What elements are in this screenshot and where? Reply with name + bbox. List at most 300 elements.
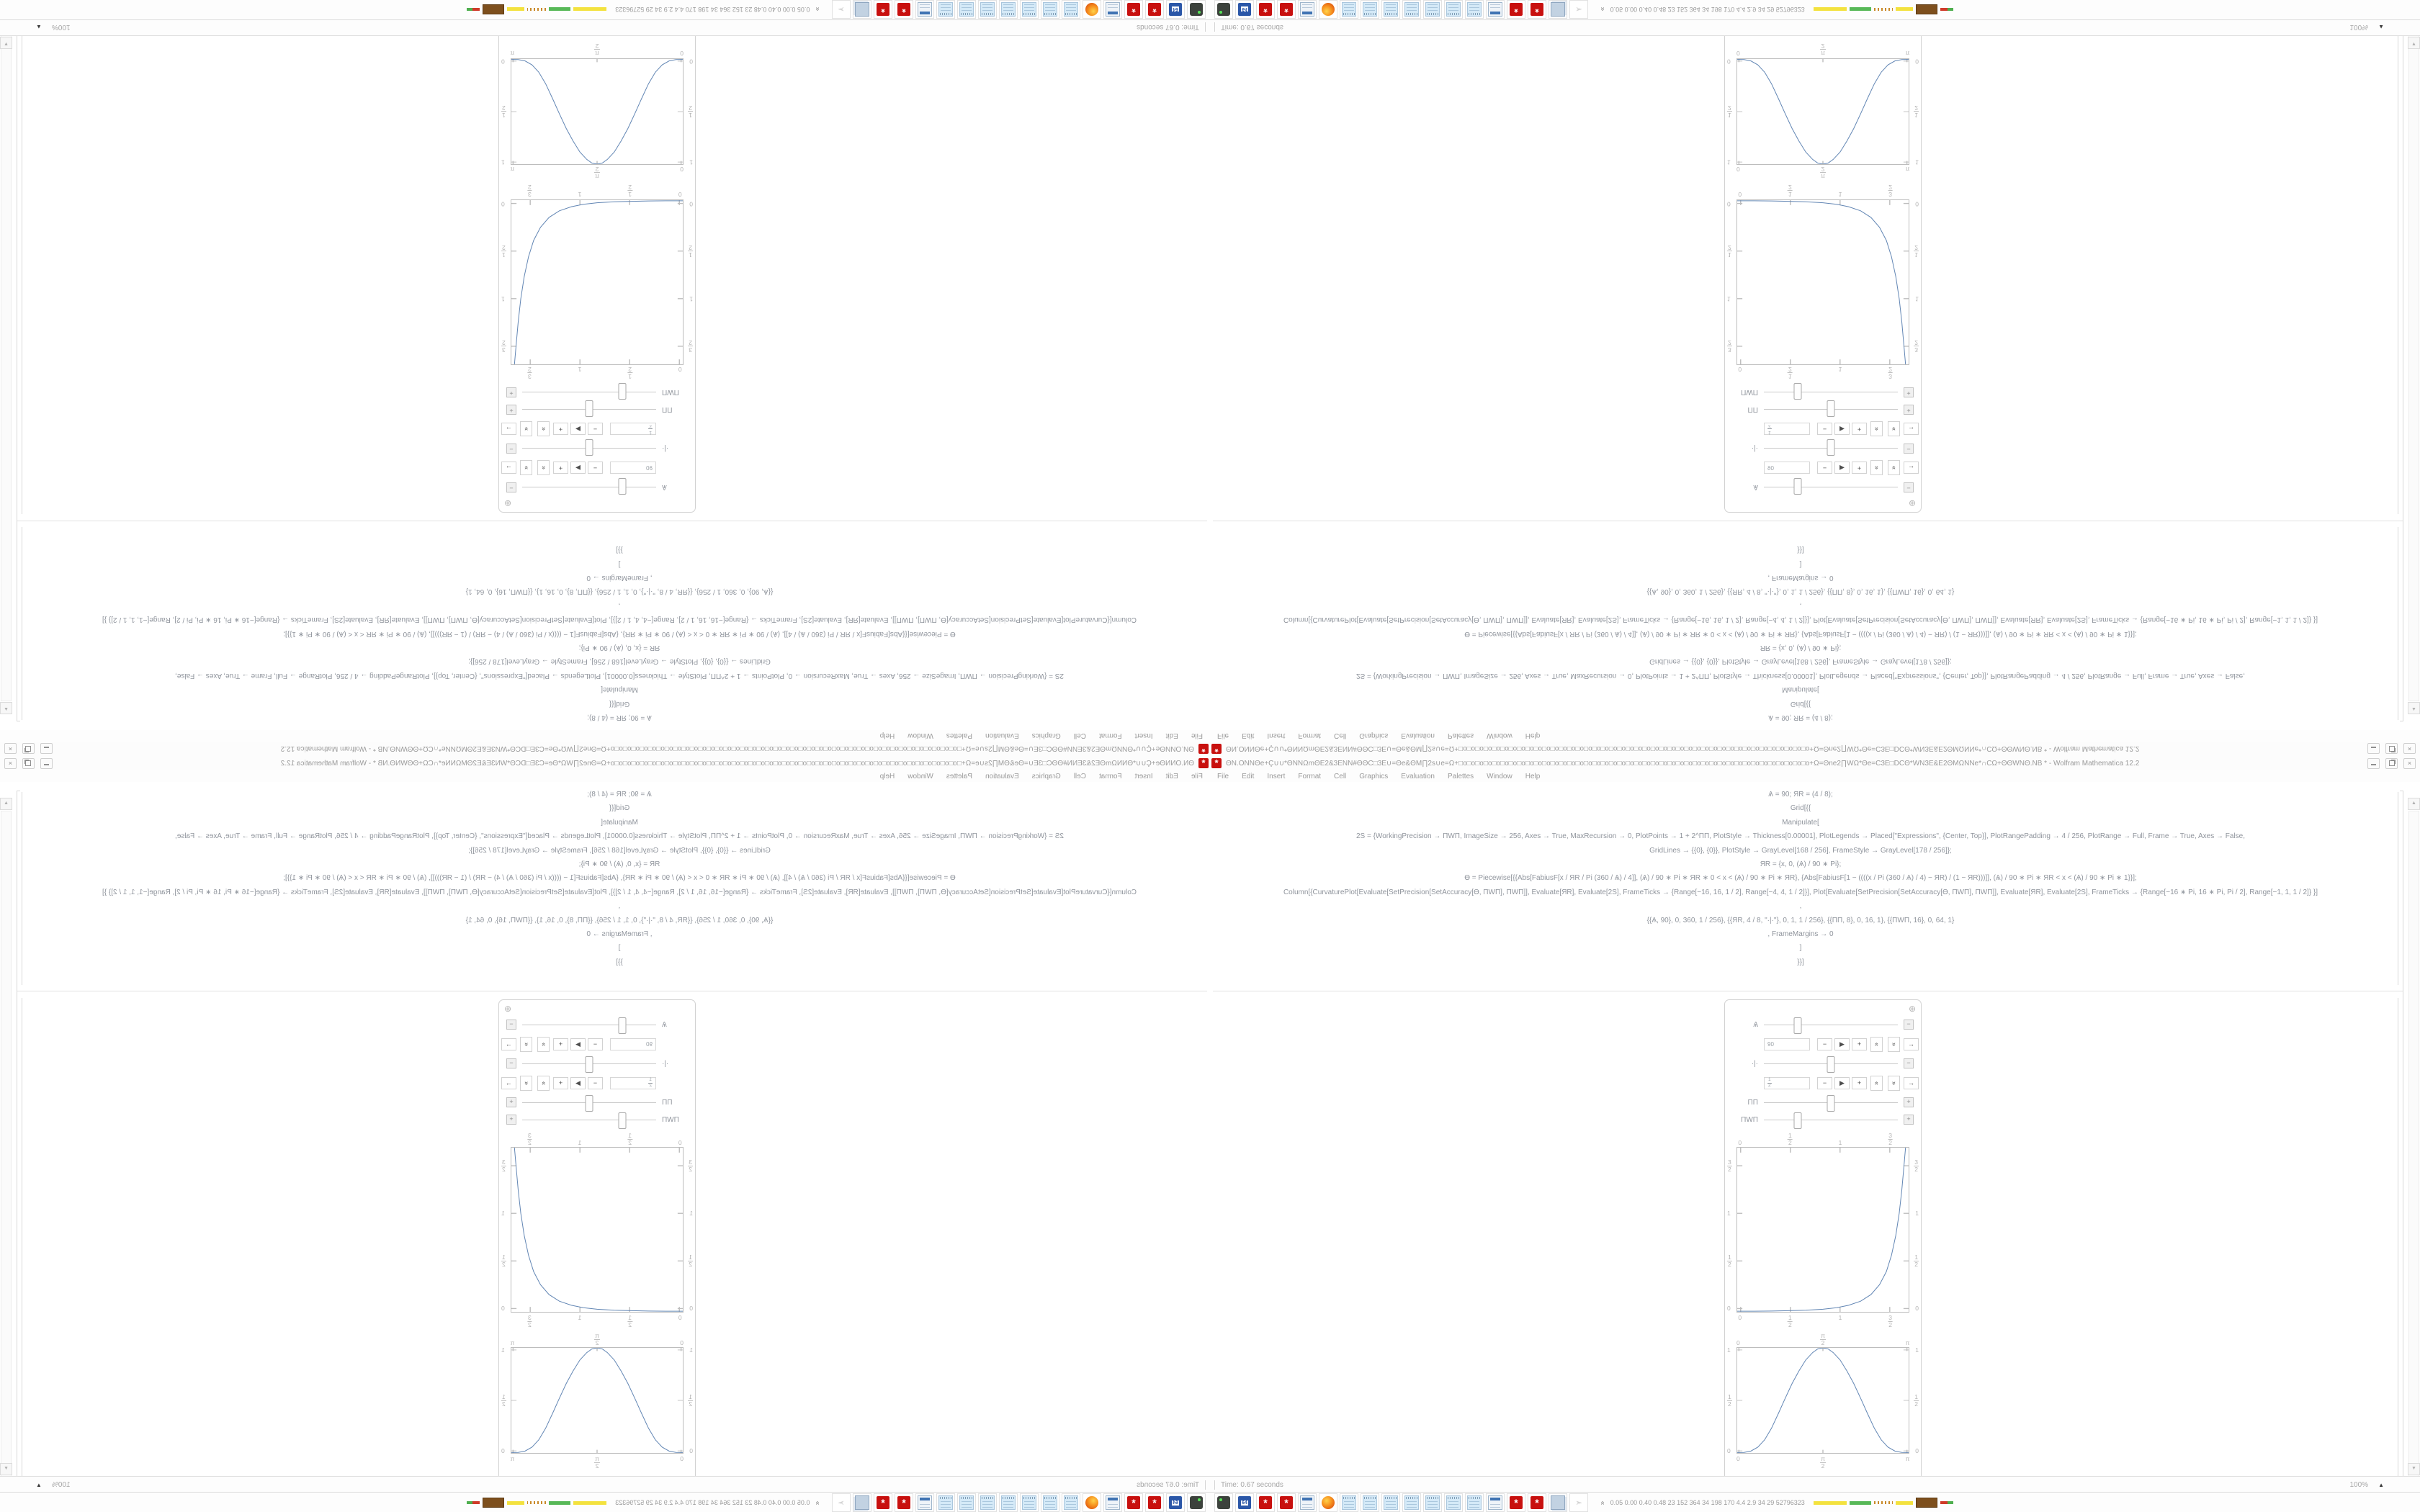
menu-file[interactable]: File <box>1191 772 1203 780</box>
tick-label: 0 <box>1738 191 1742 198</box>
slider-row-r <box>506 1055 691 1072</box>
slower-button[interactable]: » <box>1888 422 1900 437</box>
vertical-scrollbar[interactable] <box>1 811 12 1477</box>
expand-toggle[interactable]: + <box>1904 1115 1914 1125</box>
magnification-control[interactable] <box>36 1481 71 1489</box>
mathematica-launcher[interactable] <box>1124 1493 1143 1512</box>
expand-toggle[interactable]: + <box>506 1115 516 1125</box>
slider-thumb[interactable] <box>1827 440 1835 456</box>
menu-edit[interactable]: Edit <box>1165 732 1178 740</box>
notepad-launcher[interactable] <box>1465 1493 1484 1512</box>
value-field-r[interactable] <box>610 1077 656 1089</box>
slider-track-r[interactable] <box>522 1063 656 1064</box>
slider-thumb[interactable] <box>619 479 627 495</box>
slider-track-a[interactable] <box>522 487 656 488</box>
decrement-button[interactable]: − <box>1817 1038 1832 1050</box>
code-line: , <box>1799 902 1802 911</box>
close-button[interactable]: × <box>2403 758 2416 769</box>
manipulate-options-icon[interactable]: ⊕ <box>1908 1004 1916 1014</box>
status-bar <box>0 19 1210 36</box>
decrement-button[interactable]: − <box>588 1077 603 1089</box>
slider-thumb[interactable] <box>1827 1056 1835 1073</box>
status-bar <box>1210 1476 2420 1493</box>
scroll-down-arrow[interactable]: ▼ <box>2408 1463 2420 1475</box>
menu-edit[interactable]: Edit <box>1165 772 1178 780</box>
increment-button[interactable]: + <box>553 462 568 474</box>
increment-button[interactable]: + <box>1852 462 1867 474</box>
status-divider <box>1205 1480 1206 1490</box>
notepad-launcher[interactable] <box>978 0 997 19</box>
scroll-down-arrow[interactable]: ▼ <box>0 37 12 49</box>
expand-chevron-icon[interactable]: » <box>813 1500 822 1505</box>
tick-numerator: 1 <box>689 1254 692 1261</box>
scroll-up-arrow[interactable]: ▲ <box>2408 798 2420 810</box>
menu-edit[interactable]: Edit <box>1242 732 1255 740</box>
notepad-launcher[interactable] <box>1423 1493 1442 1512</box>
slower-button[interactable]: » <box>1888 1076 1900 1091</box>
menu-window[interactable]: Window <box>908 732 933 740</box>
print-queue-icon <box>1551 2 1565 17</box>
calculator-launcher[interactable] <box>1486 0 1505 19</box>
slower-button[interactable]: » <box>520 461 532 476</box>
notepad-launcher[interactable] <box>1041 1493 1059 1512</box>
menu-graphics[interactable]: Graphics <box>1359 732 1389 740</box>
notepad-launcher[interactable] <box>1361 1493 1379 1512</box>
notepad-launcher[interactable] <box>1465 0 1484 19</box>
slower-button[interactable]: » <box>1888 1037 1900 1052</box>
mathematica-launcher[interactable] <box>1256 0 1275 19</box>
forward-button[interactable]: → <box>1904 1077 1919 1089</box>
stepper-buttons <box>1817 1038 1919 1050</box>
notepad-launcher[interactable] <box>1444 1493 1463 1512</box>
expand-toggle[interactable]: + <box>1904 387 1914 397</box>
mathematica-launcher[interactable] <box>874 0 892 19</box>
code-line: Grid[{{ <box>1790 699 1811 708</box>
slider-thumb[interactable] <box>1827 1095 1835 1112</box>
play-button[interactable]: ▶ <box>1834 423 1850 436</box>
menu-cell[interactable]: Cell <box>1073 732 1086 740</box>
menu-evaluation[interactable]: Evaluation <box>985 732 1019 740</box>
mathematica-launcher[interactable] <box>1145 0 1164 19</box>
menu-format[interactable]: Format <box>1098 772 1122 780</box>
faster-button[interactable]: « <box>1870 422 1883 437</box>
code-cell[interactable] <box>29 543 1210 724</box>
faster-button[interactable]: « <box>1870 1076 1883 1091</box>
expand-chevron-icon[interactable]: » <box>813 7 822 12</box>
play-button[interactable]: ▶ <box>1834 462 1850 474</box>
menu-window[interactable]: Window <box>908 772 933 780</box>
menu-evaluation[interactable]: Evaluation <box>1401 732 1435 740</box>
calculator-launcher[interactable] <box>1103 0 1122 19</box>
system-monitor <box>615 1499 820 1507</box>
pointer-disabled-launcher[interactable] <box>832 0 851 19</box>
firefox-launcher[interactable] <box>1083 0 1101 19</box>
expand-toggle[interactable]: + <box>506 1097 516 1107</box>
notepad-icon <box>1043 1495 1057 1510</box>
menu-window[interactable]: Window <box>1487 772 1512 780</box>
forward-button[interactable]: → <box>501 1077 516 1089</box>
menu-insert[interactable]: Insert <box>1267 772 1286 780</box>
slider-thumb[interactable] <box>619 384 627 400</box>
restore-button[interactable] <box>2385 744 2398 755</box>
vertical-scrollbar[interactable] <box>2408 35 2419 701</box>
menu-evaluation[interactable]: Evaluation <box>985 772 1019 780</box>
calculator-launcher[interactable] <box>1298 1493 1317 1512</box>
manipulate-panel <box>498 32 696 513</box>
notepad-launcher[interactable] <box>1423 0 1442 19</box>
decrement-button[interactable]: − <box>588 1038 603 1050</box>
mathematica-launcher[interactable] <box>1277 1493 1296 1512</box>
value-field-a[interactable]: 90 <box>1764 1038 1810 1050</box>
curvature-plot <box>501 184 693 381</box>
slider-thumb[interactable] <box>1793 479 1801 495</box>
expand-toggle[interactable]: + <box>506 387 516 397</box>
decrement-button[interactable]: − <box>588 462 603 474</box>
notepad-launcher[interactable] <box>1020 1493 1039 1512</box>
faster-button[interactable]: « <box>537 1037 550 1052</box>
restore-button[interactable] <box>22 744 35 755</box>
capture-tool-launcher[interactable] <box>1187 1493 1206 1512</box>
close-button[interactable]: × <box>4 744 17 755</box>
notepad-launcher[interactable] <box>1402 0 1421 19</box>
menu-cell[interactable]: Cell <box>1334 772 1347 780</box>
tick-denominator: 2 <box>502 339 506 347</box>
slider-label: ΠWΠ <box>662 388 679 397</box>
stepper-buttons <box>1817 462 1919 474</box>
capture-tool-launcher[interactable] <box>1187 0 1206 19</box>
menu-palettes[interactable]: Palettes <box>1448 732 1474 740</box>
decrement-button[interactable]: − <box>588 423 603 436</box>
increment-button[interactable]: + <box>553 1038 568 1050</box>
mathematica-launcher[interactable] <box>1528 1493 1546 1512</box>
collapse-toggle[interactable]: − <box>506 444 516 454</box>
slider-track-pwp[interactable] <box>522 392 656 393</box>
notepad-launcher[interactable] <box>999 0 1018 19</box>
value-field-a[interactable]: 90 <box>1764 462 1810 474</box>
notepad-launcher[interactable] <box>1340 1493 1358 1512</box>
play-button[interactable]: ▶ <box>570 1038 586 1050</box>
plot-frame <box>1727 199 1919 365</box>
value-field-r[interactable] <box>1764 423 1810 436</box>
minimize-button[interactable] <box>40 744 53 755</box>
close-button[interactable]: × <box>2403 744 2416 755</box>
collapse-toggle[interactable]: − <box>506 482 516 492</box>
menu-graphics[interactable]: Graphics <box>1031 732 1061 740</box>
code-cell[interactable] <box>29 788 1210 969</box>
faster-button[interactable]: « <box>537 1076 550 1091</box>
tick-denominator: 2 <box>1914 1400 1918 1408</box>
floppy-launcher[interactable] <box>1166 1493 1185 1512</box>
manipulate-options-icon[interactable]: ⊕ <box>504 498 512 508</box>
code-cell[interactable] <box>1210 788 2391 969</box>
mathematica-launcher[interactable] <box>895 0 913 19</box>
tick-label: 0 <box>1915 1305 1919 1313</box>
tick-label: 1 <box>689 1209 693 1217</box>
collapse-toggle[interactable]: − <box>1904 1058 1914 1068</box>
firefox-launcher[interactable] <box>1083 1493 1101 1512</box>
mathematica-launcher[interactable] <box>1277 0 1296 19</box>
capture-tool-launcher[interactable] <box>1214 1493 1233 1512</box>
play-button[interactable]: ▶ <box>570 423 586 436</box>
restore-button[interactable] <box>22 758 35 769</box>
slower-button[interactable]: » <box>520 1076 532 1091</box>
print-queue-icon <box>1551 1495 1565 1510</box>
notepad-launcher[interactable] <box>1381 1493 1400 1512</box>
menu-edit[interactable]: Edit <box>1242 772 1255 780</box>
meter-yellow-small <box>507 8 524 12</box>
fabius-plot <box>501 42 693 181</box>
mathematica-launcher[interactable] <box>1124 0 1143 19</box>
print-queue-launcher[interactable] <box>1549 0 1567 19</box>
calculator-launcher[interactable] <box>1103 1493 1122 1512</box>
notepad-launcher[interactable] <box>957 0 976 19</box>
slider-track-pwp[interactable] <box>1764 392 1898 393</box>
calculator-launcher[interactable] <box>915 0 934 19</box>
menu-format[interactable]: Format <box>1298 772 1322 780</box>
mathematica-launcher[interactable] <box>895 1493 913 1512</box>
menu-palettes[interactable]: Palettes <box>946 772 972 780</box>
slower-button[interactable]: » <box>520 1037 532 1052</box>
play-button[interactable]: ▶ <box>1834 1077 1850 1089</box>
code-line: , FrameMargins → 0 <box>586 574 653 582</box>
notepad-launcher[interactable] <box>1041 0 1059 19</box>
magnification-control[interactable] <box>36 24 71 32</box>
notepad-launcher[interactable] <box>1062 1493 1080 1512</box>
code-cell[interactable] <box>1210 543 2391 724</box>
slider-track-pp[interactable] <box>522 1102 656 1103</box>
menu-palettes[interactable]: Palettes <box>946 732 972 740</box>
menu-insert[interactable]: Insert <box>1134 732 1153 740</box>
mathematica-launcher[interactable] <box>1145 1493 1164 1512</box>
slower-button[interactable]: » <box>520 422 532 437</box>
scroll-up-arrow[interactable]: ▲ <box>0 798 12 810</box>
notepad-launcher[interactable] <box>1361 0 1379 19</box>
print-queue-launcher[interactable] <box>853 0 871 19</box>
menu-palettes[interactable]: Palettes <box>1448 772 1474 780</box>
faster-button[interactable]: « <box>1870 461 1883 476</box>
notepad-launcher[interactable] <box>999 1493 1018 1512</box>
increment-button[interactable]: + <box>553 1077 568 1089</box>
tick-denominator: 2 <box>1888 1138 1892 1146</box>
scroll-down-arrow[interactable]: ▼ <box>2408 37 2420 49</box>
menu-insert[interactable]: Insert <box>1267 732 1286 740</box>
magnification-control[interactable] <box>2350 24 2385 32</box>
play-button[interactable]: ▶ <box>570 462 586 474</box>
value-field-r[interactable] <box>1764 1077 1810 1089</box>
value-field-a[interactable]: 90 <box>610 462 656 474</box>
menu-help[interactable]: Help <box>1525 772 1541 780</box>
notepad-launcher[interactable] <box>936 1493 955 1512</box>
print-queue-launcher[interactable] <box>1549 1493 1567 1512</box>
menu-graphics[interactable]: Graphics <box>1359 772 1389 780</box>
notepad-launcher[interactable] <box>957 1493 976 1512</box>
slider-thumb[interactable] <box>1827 401 1835 418</box>
plot-curve <box>514 1148 683 1311</box>
increment-button[interactable]: + <box>553 423 568 436</box>
calculator-launcher[interactable] <box>915 1493 934 1512</box>
close-button[interactable]: × <box>4 758 17 769</box>
slider-thumb[interactable] <box>586 1095 593 1112</box>
forward-button[interactable]: → <box>1904 423 1919 436</box>
notepad-launcher[interactable] <box>1062 0 1080 19</box>
menu-window[interactable]: Window <box>1487 732 1512 740</box>
pointer-disabled-launcher[interactable] <box>1569 0 1588 19</box>
scroll-down-arrow[interactable]: ▼ <box>0 1463 12 1475</box>
slower-button[interactable]: » <box>1888 461 1900 476</box>
mathematica-launcher[interactable] <box>1507 0 1525 19</box>
tick-label: 0 <box>680 1338 684 1346</box>
mathematica-launcher[interactable] <box>1507 1493 1525 1512</box>
tick-label: 0 <box>1915 1446 1919 1454</box>
resource-meters <box>1814 4 1953 14</box>
plot-canvas <box>1737 59 1909 164</box>
vertical-scrollbar[interactable] <box>2408 811 2419 1477</box>
slider-thumb[interactable] <box>586 1056 593 1073</box>
notepad-launcher[interactable] <box>1444 0 1463 19</box>
value-field-a[interactable]: 90 <box>610 1038 656 1050</box>
faster-button[interactable]: « <box>1870 1037 1883 1052</box>
menu-graphics[interactable]: Graphics <box>1031 772 1061 780</box>
notepad-launcher[interactable] <box>1340 0 1358 19</box>
mathematica-launcher[interactable] <box>1528 0 1546 19</box>
menu-help[interactable]: Help <box>879 732 895 740</box>
tick-label: 0 <box>678 1138 682 1146</box>
notebook-area <box>1210 782 2420 1476</box>
forward-button[interactable]: → <box>501 423 516 436</box>
fraction-value: 1 2 <box>1768 424 1771 435</box>
window-title: ΘN.ONNΘe+Ç∪∪*ΘNNΩmΘE2&3ENN#ΘΘC□3E∪=Θe&ΘM∏2s∪e=Ω+□o□o□o□o□o□o□o□o□o□o□o□o□o□o□o□o□o□o□o□o□o□o□o□o□o□o□o□o□o□o□o□o□o□o□o□o□o□o□o□o□o□o+Ω=Θne2∏WΩ*Θe=C3E□DCΘ*WN3E&E2ΘMΩNNe*∩CΩ+ΘΘWNΘ.NB * - Wolfram Mathematica 12.2 <box>1226 759 2140 768</box>
menu-format[interactable]: Format <box>1298 732 1322 740</box>
menu-file[interactable]: File <box>1217 772 1229 780</box>
floppy-launcher[interactable] <box>1166 0 1185 19</box>
minimize-button[interactable] <box>40 758 53 769</box>
slider-thumb[interactable] <box>1793 1112 1801 1129</box>
decrement-button[interactable]: − <box>1817 462 1832 474</box>
increment-button[interactable]: + <box>1852 1038 1867 1050</box>
expand-chevron-icon[interactable]: » <box>1598 7 1607 12</box>
menu-help[interactable]: Help <box>1525 732 1541 740</box>
menu-cell[interactable]: Cell <box>1334 732 1347 740</box>
scroll-up-arrow[interactable]: ▲ <box>2408 702 2420 714</box>
play-button[interactable]: ▶ <box>1834 1038 1850 1050</box>
code-line: Grid[{{ <box>609 804 630 813</box>
decrement-button[interactable]: − <box>1817 1077 1832 1089</box>
vertical-scrollbar[interactable] <box>1 35 12 701</box>
increment-button[interactable]: + <box>1852 1077 1867 1089</box>
tick-label <box>527 1315 532 1328</box>
expand-toggle[interactable]: + <box>1904 1097 1914 1107</box>
menu-file[interactable]: File <box>1191 732 1203 740</box>
notepad-launcher[interactable] <box>1020 0 1039 19</box>
mathematica-launcher[interactable] <box>874 1493 892 1512</box>
capture-tool-icon <box>1190 3 1203 16</box>
tick-label: 0 <box>689 1305 693 1313</box>
floppy-icon: 64 <box>1238 3 1251 16</box>
menu-cell[interactable]: Cell <box>1073 772 1086 780</box>
collapse-toggle[interactable]: − <box>1904 482 1914 492</box>
notepad-launcher[interactable] <box>936 0 955 19</box>
window-titlebar <box>1210 742 2420 756</box>
mathematica-launcher[interactable] <box>1256 1493 1275 1512</box>
manipulate-options-icon[interactable]: ⊕ <box>504 1004 512 1014</box>
expand-chevron-icon[interactable]: » <box>1598 1500 1607 1505</box>
menu-help[interactable]: Help <box>879 772 895 780</box>
notepad-launcher[interactable] <box>978 1493 997 1512</box>
collapse-toggle[interactable]: − <box>506 1058 516 1068</box>
collapse-toggle[interactable]: − <box>1904 1020 1914 1030</box>
magnification-control[interactable] <box>2350 1481 2385 1489</box>
slider-thumb[interactable] <box>586 440 593 456</box>
collapse-toggle[interactable]: − <box>506 1020 516 1030</box>
decrement-button[interactable]: − <box>1817 423 1832 436</box>
forward-button[interactable]: → <box>1904 1038 1919 1050</box>
minimize-button[interactable] <box>2367 744 2380 755</box>
firefox-launcher[interactable] <box>1319 1493 1337 1512</box>
capture-tool-launcher[interactable] <box>1214 0 1233 19</box>
slider-thumb[interactable] <box>619 1112 627 1129</box>
tick-label <box>594 1456 600 1469</box>
menu-insert[interactable]: Insert <box>1134 772 1153 780</box>
floppy-launcher[interactable] <box>1235 0 1254 19</box>
slider-row-pwp <box>506 1111 691 1128</box>
calculator-launcher[interactable] <box>1486 1493 1505 1512</box>
notepad-launcher[interactable] <box>1402 1493 1421 1512</box>
value-field-r[interactable] <box>610 423 656 436</box>
slider-thumb[interactable] <box>619 1017 627 1034</box>
slider-track-a[interactable] <box>1764 487 1898 488</box>
forward-button[interactable]: → <box>501 1038 516 1050</box>
firefox-launcher[interactable] <box>1319 0 1337 19</box>
tick-denominator: 2 <box>628 366 632 374</box>
pointer-disabled-launcher[interactable] <box>1569 1493 1588 1512</box>
expand-toggle[interactable]: + <box>1904 405 1914 415</box>
menu-file[interactable]: File <box>1217 732 1229 740</box>
tick-denominator: 2 <box>502 104 506 112</box>
calculator-launcher[interactable] <box>1298 0 1317 19</box>
notepad-launcher[interactable] <box>1381 0 1400 19</box>
restore-button[interactable] <box>2385 758 2398 769</box>
code-line: ] <box>618 559 621 568</box>
faster-button[interactable]: « <box>537 422 550 437</box>
menu-evaluation[interactable]: Evaluation <box>1401 772 1435 780</box>
pointer-disabled-launcher[interactable] <box>832 1493 851 1512</box>
faster-button[interactable]: « <box>537 461 550 476</box>
slider-thumb[interactable] <box>1793 384 1801 400</box>
slider-thumb[interactable] <box>1793 1017 1801 1034</box>
mathematica-icon: * <box>877 1496 889 1509</box>
tick-numerator: 3 <box>502 346 506 354</box>
mathematica-spikey-icon: * <box>1198 744 1209 754</box>
code-line: ] <box>618 944 621 953</box>
forward-button[interactable]: → <box>1904 462 1919 474</box>
floppy-launcher[interactable] <box>1235 1493 1254 1512</box>
collapse-toggle[interactable]: − <box>1904 444 1914 454</box>
scroll-up-arrow[interactable]: ▲ <box>0 702 12 714</box>
menu-format[interactable]: Format <box>1098 732 1122 740</box>
increment-button[interactable]: + <box>1852 423 1867 436</box>
tick-label: 1 <box>578 1138 582 1146</box>
slider-track-pp[interactable] <box>1764 1102 1898 1103</box>
manipulate-options-icon[interactable]: ⊕ <box>1908 498 1916 508</box>
slider-thumb[interactable] <box>586 401 593 418</box>
tick-denominator: 2 <box>689 244 692 252</box>
minimize-button[interactable] <box>2367 758 2380 769</box>
slider-track-r[interactable] <box>1764 1063 1898 1064</box>
forward-button[interactable]: → <box>501 462 516 474</box>
expand-toggle[interactable]: + <box>506 405 516 415</box>
print-queue-launcher[interactable] <box>853 1493 871 1512</box>
play-button[interactable]: ▶ <box>570 1077 586 1089</box>
